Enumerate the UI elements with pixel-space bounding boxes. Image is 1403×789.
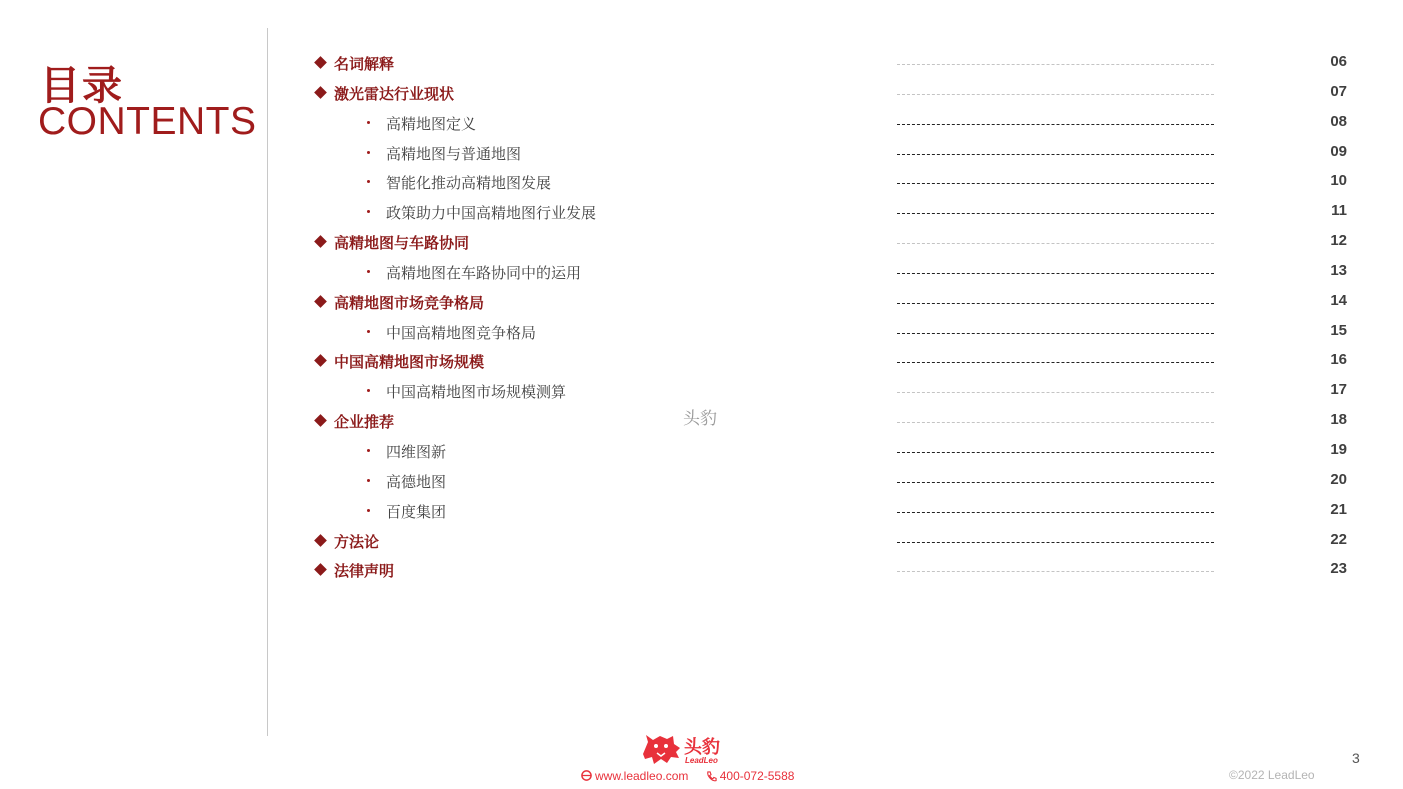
toc-subsection[interactable]	[0, 319, 1403, 349]
toc-label: 高精地图定义	[386, 114, 477, 133]
dot-bullet-icon	[367, 330, 370, 333]
dot-bullet-icon	[367, 509, 370, 512]
toc-label: 激光雷达行业现状	[334, 84, 455, 103]
diamond-bullet-icon	[314, 355, 327, 368]
toc-label: 四维图新	[386, 442, 447, 461]
phone-icon	[706, 771, 717, 782]
toc-label: 名词解释	[334, 55, 395, 73]
toc-label: 高德地图	[386, 472, 447, 491]
toc-label: 高精地图与车路协同	[334, 234, 470, 253]
dot-bullet-icon	[367, 389, 370, 392]
toc-section[interactable]	[0, 229, 1403, 259]
toc-page-number: 14	[1330, 291, 1347, 309]
toc-label: 企业推荐	[334, 413, 395, 432]
copyright: ©2022 LeadLeo	[1229, 768, 1315, 782]
toc-label: 方法论	[334, 532, 380, 551]
toc-page-number: 16	[1330, 351, 1347, 369]
toc-page-number: 17	[1330, 381, 1347, 399]
toc-page-number: 07	[1330, 82, 1347, 100]
toc-label: 中国高精地图市场规模测算	[386, 383, 567, 402]
toc-page-number: 15	[1330, 321, 1347, 339]
diamond-bullet-icon	[314, 563, 327, 576]
dotted-leader	[897, 183, 1214, 184]
toc-page-number: 23	[1330, 560, 1347, 578]
dotted-leader	[897, 422, 1214, 423]
diamond-bullet-icon	[314, 86, 327, 99]
toc-section[interactable]	[0, 289, 1403, 319]
toc-label: 高精地图在车路协同中的运用	[386, 263, 582, 282]
toc-page-number: 13	[1330, 261, 1347, 279]
leadleo-logo	[640, 732, 730, 768]
dotted-leader	[897, 542, 1214, 543]
diamond-bullet-icon	[314, 56, 327, 69]
toc-label: 中国高精地图竞争格局	[386, 323, 537, 342]
toc-label: 百度集团	[386, 502, 447, 521]
toc-subsection[interactable]	[0, 169, 1403, 199]
toc-page-number: 22	[1330, 530, 1347, 548]
toc-subsection[interactable]	[0, 199, 1403, 229]
page-title-cn: 目录	[40, 63, 124, 109]
phone-number: 400-072-5588	[719, 769, 795, 784]
dot-bullet-icon	[367, 210, 370, 213]
leopard-head-icon	[640, 732, 682, 766]
dotted-leader	[897, 482, 1214, 483]
contact-info	[581, 768, 794, 783]
toc-page-number: 18	[1330, 411, 1347, 429]
dotted-leader	[897, 94, 1214, 95]
toc-section[interactable]	[0, 348, 1403, 378]
watermark: 头豹	[683, 409, 717, 429]
dotted-leader	[897, 273, 1214, 274]
dotted-leader	[897, 243, 1214, 244]
table-of-contents	[0, 50, 1403, 587]
toc-label: 中国高精地图市场规模	[334, 353, 485, 372]
toc-label: 智能化推动高精地图发展	[386, 174, 552, 193]
diamond-bullet-icon	[314, 235, 327, 248]
toc-page-number: 10	[1330, 172, 1347, 190]
dot-bullet-icon	[367, 121, 370, 124]
brand-name-cn: 头豹	[684, 737, 720, 758]
page-title-en: CONTENTS	[38, 100, 257, 143]
toc-section[interactable]	[0, 528, 1403, 558]
toc-page-number: 06	[1330, 53, 1347, 70]
dotted-leader	[897, 392, 1214, 393]
toc-subsection[interactable]	[0, 468, 1403, 498]
dotted-leader	[897, 452, 1214, 453]
toc-subsection[interactable]	[0, 498, 1403, 528]
dot-bullet-icon	[367, 479, 370, 482]
brand-name-en: LeadLeo	[685, 756, 718, 765]
dotted-leader	[897, 124, 1214, 125]
toc-section[interactable]	[0, 80, 1403, 110]
toc-label: 法律声明	[334, 562, 395, 581]
diamond-bullet-icon	[314, 295, 327, 308]
toc-subsection[interactable]	[0, 110, 1403, 140]
browser-icon	[581, 770, 592, 781]
dotted-leader	[897, 333, 1214, 334]
toc-page-number: 12	[1330, 232, 1347, 250]
toc-page-number: 19	[1330, 440, 1347, 458]
dot-bullet-icon	[367, 151, 370, 154]
website-link[interactable]: www.leadleo.com	[595, 768, 689, 783]
dotted-leader	[897, 64, 1214, 65]
toc-label: 高精地图与普通地图	[386, 144, 522, 163]
dotted-leader	[897, 303, 1214, 304]
toc-page-number: 09	[1330, 142, 1347, 160]
dot-bullet-icon	[367, 270, 370, 273]
dotted-leader	[897, 362, 1214, 363]
toc-page-number: 08	[1330, 112, 1347, 130]
toc-subsection[interactable]	[0, 259, 1403, 289]
dotted-leader	[897, 512, 1214, 513]
toc-subsection[interactable]	[0, 438, 1403, 468]
toc-page-number: 20	[1330, 470, 1347, 488]
slide-number: 3	[1352, 750, 1360, 766]
toc-label: 高精地图市场竞争格局	[334, 293, 485, 312]
toc-label: 政策助力中国高精地图行业发展	[386, 204, 597, 223]
dotted-leader	[897, 571, 1214, 572]
diamond-bullet-icon	[314, 414, 327, 427]
toc-page-number: 21	[1330, 500, 1347, 518]
dot-bullet-icon	[367, 449, 370, 452]
dot-bullet-icon	[367, 180, 370, 183]
toc-section[interactable]	[0, 557, 1403, 587]
dotted-leader	[897, 213, 1214, 214]
toc-section[interactable]	[0, 50, 1403, 80]
toc-page-number: 11	[1331, 202, 1347, 220]
diamond-bullet-icon	[314, 534, 327, 547]
dotted-leader	[897, 154, 1214, 155]
toc-subsection[interactable]	[0, 140, 1403, 170]
